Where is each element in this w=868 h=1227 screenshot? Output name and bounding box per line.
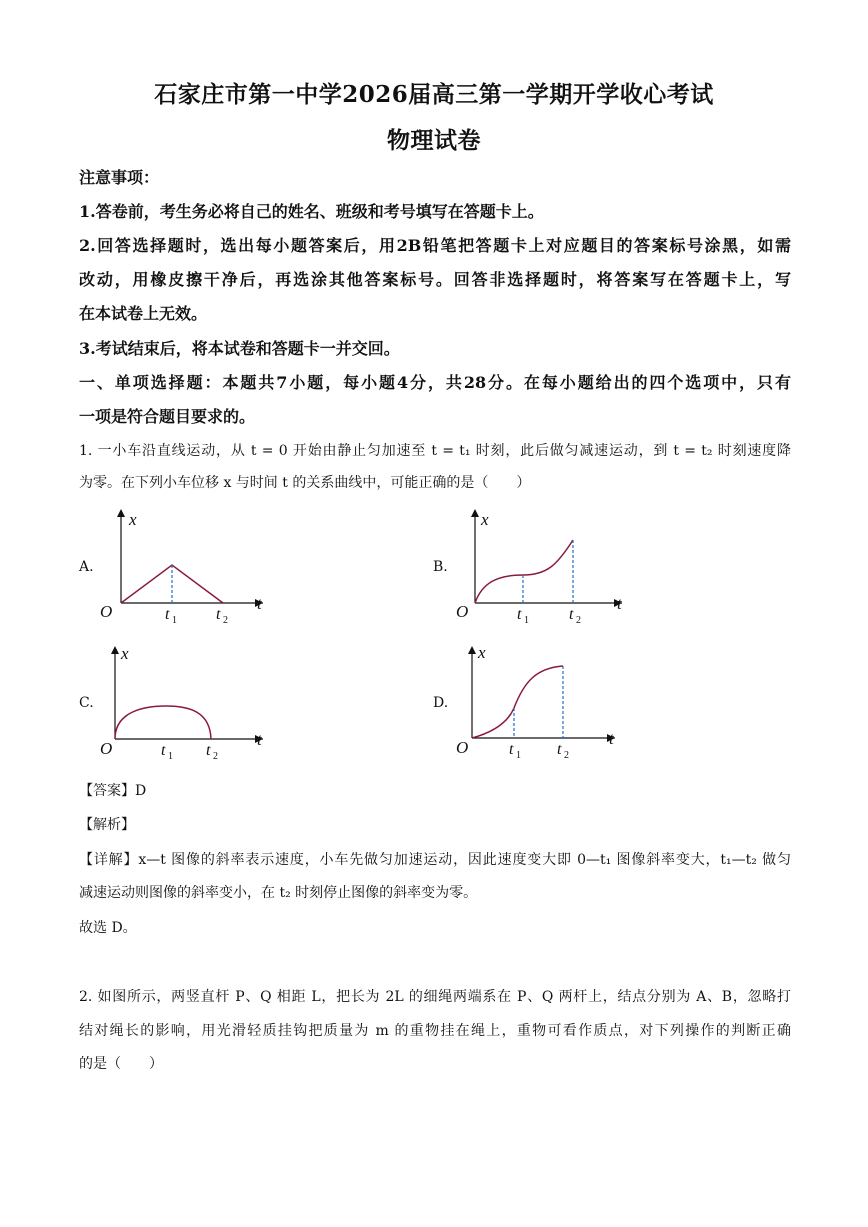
notice-item-3: 3.考试结束后，将本试卷和答题卡一并交回。 [79,339,400,358]
option-c-label: C. [79,695,94,711]
graph-b-origin: O [456,602,469,621]
graph-d-origin: O [456,738,469,757]
graph-a-t1: t [165,606,170,623]
graph-c [98,642,278,762]
graph-d-t-label: t [609,729,614,748]
graph-b [452,505,632,625]
q1-answer: 【答案】D [79,783,147,799]
graph-d-x-label: x [478,643,486,662]
q2-stem-line-1: 2. 如图所示，两竖直杆 P、Q 相距 L，把长为 2L 的细绳两端系在 P、Q 两杆上，结点分别为 A、B，忽略打 [79,989,791,1005]
graph-c-x-label: x [121,644,129,663]
q1-stem-line-1: 1. 一小车沿直线运动，从 t = 0 开始由静止匀加速至 t = t₁ 时刻，此后做匀减速运动，到 t = t₂ 时刻速度降 [79,443,791,459]
exam-subtitle: 物理试卷 [387,127,481,154]
graph-a [98,505,278,625]
notice-item-1: 1.答卷前，考生务必将自己的姓名、班级和考号填写在答题卡上。 [79,202,544,221]
graph-b-t2: t [569,606,574,623]
graph-c-t1: t [161,742,166,759]
q1-analysis-heading: 【解析】 [79,817,135,833]
graph-b-t1: t [517,606,522,623]
notice-item-2-line-2: 改动，用橡皮擦干净后，再选涂其他答案标号。回答非选择题时，将答案写在答题卡上，写 [79,270,791,289]
graph-c-t2-sub: 2 [213,751,218,762]
notice-item-2-line-3: 在本试卷上无效。 [79,304,208,323]
graph-d-t1-sub: 1 [516,750,521,761]
q2-stem-line-2: 结对绳长的影响，用光滑轻质挂钩把质量为 m 的重物挂在绳上，重物可看作质点，对下列操作的判断正确 [79,1023,791,1039]
section-heading-line-1: 一、单项选择题：本题共7小题，每小题4分，共28分。在每小题给出的四个选项中，只有 [79,373,791,392]
graph-a-x-label: x [129,510,137,529]
graph-b-curve [475,540,573,603]
graph-b-t2-sub: 2 [576,615,581,626]
q1-detail-line-1: 【详解】x—t 图像的斜率表示速度，小车先做匀加速运动，因此速度变大即 0—t₁ 图像斜率变大，t₁—t₂ 做匀 [79,852,791,868]
q1-conclusion: 故选 D。 [79,920,137,936]
graph-b-x-label: x [481,510,489,529]
graph-c-t1-sub: 1 [168,751,173,762]
graph-a-t1-sub: 1 [172,615,177,626]
graph-a-t2: t [216,606,221,623]
graph-b-t1-sub: 1 [524,615,529,626]
option-a-label: A. [79,559,94,575]
q2-stem-line-3: 的是（ ） [79,1056,163,1072]
graph-c-origin: O [100,739,113,758]
section-heading-line-2: 一项是符合题目要求的。 [79,407,256,426]
notice-heading: 注意事项： [79,168,160,187]
graph-a-t2-sub: 2 [223,615,228,626]
graph-d-t2: t [557,741,562,758]
graph-d-curve [472,666,563,738]
option-d-label: D. [433,695,449,711]
graph-d-t2-sub: 2 [564,750,569,761]
graph-d [452,642,632,762]
notice-item-2-line-1: 2.回答选择题时，选出每小题答案后，用2B铅笔把答题卡上对应题目的答案标号涂黑，如需 [79,236,791,255]
graph-a-t-label: t [257,594,262,613]
graph-c-t2: t [206,742,211,759]
graph-c-t-label: t [257,730,262,749]
q1-stem-line-2: 为零。在下列小车位移 x 与时间 t 的关系曲线中，可能正确的是（ ） [79,475,531,491]
graph-d-t1: t [509,741,514,758]
q1-detail-line-2: 减速运动则图像的斜率变小，在 t₂ 时刻停止图像的斜率变为零。 [79,885,478,901]
graph-b-t-label: t [617,594,622,613]
exam-title: 石家庄市第一中学2026届高三第一学期开学收心考试 [154,81,714,108]
graph-c-curve [115,706,211,739]
option-b-label: B. [433,559,448,575]
graph-a-origin: O [100,602,113,621]
